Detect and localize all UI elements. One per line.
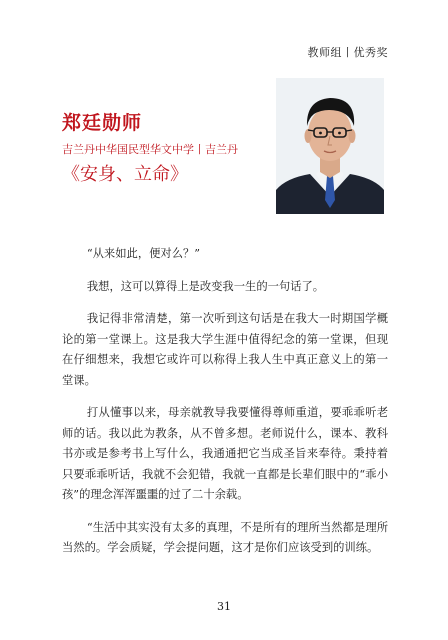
paragraph: 打从懂事以来，母亲就教导我要懂得尊师重道，要乖乖听老师的话。我以此为教条，从不曾多想。老师说什么，课本、教科书亦或是参考书上写什么，我通通把它当成圣旨来奉待。秉持着只要乖乖听话，我就不会犯错，我就一直都是长辈们眼中的“乖小孩”的理念浑浑噩噩的过了二十余载。 — [62, 406, 388, 501]
paragraph: 我记得非常清楚，第一次听到这句话是在我大一时期国学概论的第一堂课上。这是我大学生涯中值得纪念的第一堂课，但现在仔细想来，我想它或许可以称得上我人生中真正意义上的第一堂课。 — [62, 312, 388, 387]
paragraph: “从来如此，便对么？” — [86, 247, 201, 260]
paragraph: “生活中其实没有太多的真理，不是所有的理所当然都是理所当然的。学会质疑，学会提问题，这才是你们应该受到的训练。 — [62, 520, 388, 554]
author-name: 郑廷勋师 — [62, 112, 143, 134]
portrait-photo-icon — [276, 78, 384, 214]
article-body — [62, 244, 388, 571]
author-portrait-photo — [276, 78, 384, 214]
paragraph: 我想，这可以算得上是改变我一生的一句话了。 — [86, 279, 325, 293]
article-title: 《安身、立命》 — [62, 164, 188, 185]
section-tag: 教师组丨优秀奖 — [307, 46, 388, 59]
page-number: 31 — [217, 600, 231, 613]
author-school: 吉兰丹中华国民型华文中学丨吉兰丹 — [62, 143, 238, 156]
